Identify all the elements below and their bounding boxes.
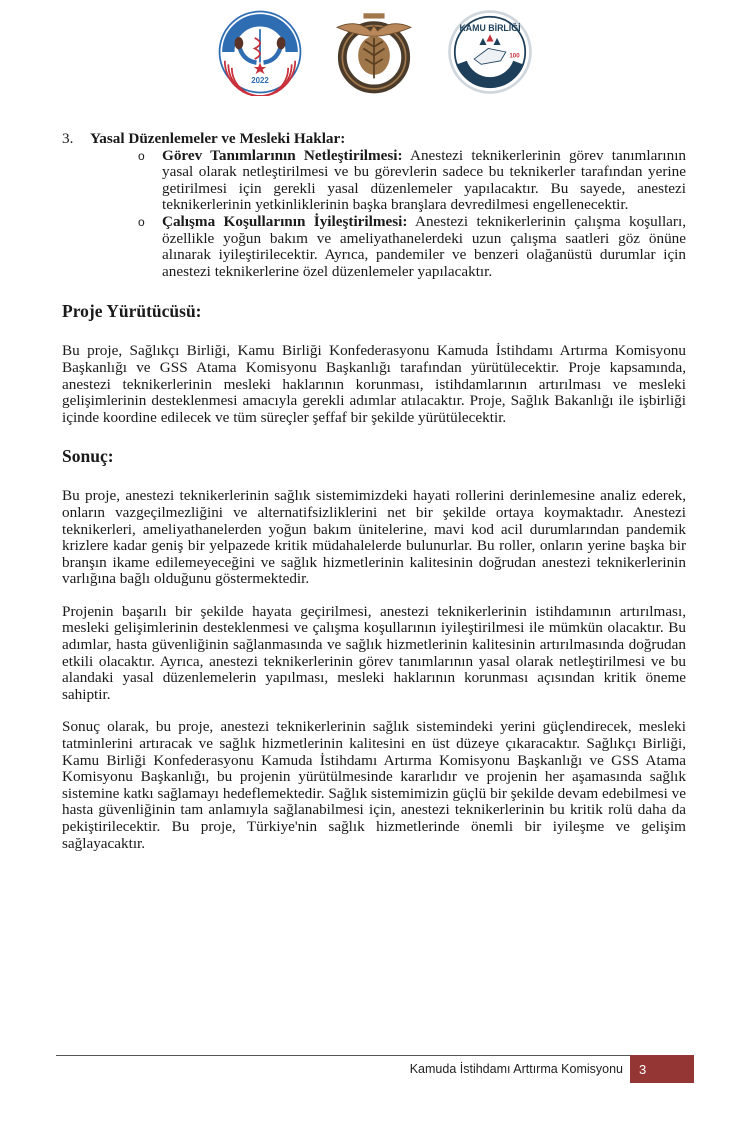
svg-text:2022: 2022 xyxy=(251,75,269,85)
list-item-title: Çalışma Koşullarının İyileştirilmesi: xyxy=(162,212,408,230)
svg-text:100: 100 xyxy=(509,52,520,60)
header-logos xyxy=(0,8,755,98)
list-item-text: Anestezi teknikerlerinin çalışma koşulları, özellikle yoğun bakım ve ameliyathanelerdeki uzun çalışma saatleri göz önüne alınarak iyileştirilecektir. Ayrıca, pandemiler ve benzeri olağanüstü durumlar için anestezi teknikerlerine özel düzenlemeler yapılacaktır. xyxy=(162,212,686,280)
bullet-icon: o xyxy=(138,148,145,163)
document-body xyxy=(62,131,686,852)
paragraph-proje-yurutucusu: Bu proje, Sağlıkçı Birliği, Kamu Birliği Konfederasyonu Kamuda İstihdamı Artırma Komisyonu Başkanlığı ve GSS Atama Komisyonu Başkanlığı tarafından yürütülecektir. Proje kapsamında, anestezi teknikerlerinin mesleki haklarının korunması, istihdamlarının artırılması ve mesleki gelişimlerinin desteklenmesi amacıyla gerekli adımlar atılacaktır. Proje, Sağlık Bakanlığı ile işbirliği içinde koordine edilecek ve tüm süreçler şeffaf bir şekilde yürütülecektir. xyxy=(62,342,686,426)
list-item-text: Anestezi teknikerlerinin görev tanımlarının yasal olarak netleştirilmesi ve bu görevlerin sadece bu teknikerler tarafından yerine getirilmesi için gerekli yasal düzenlemeler yapılacaktır. Bu sayede, anestezi teknikerlerinin yetkinliklerinin başka branşlara devredilmesi engellenecektir. xyxy=(162,146,687,214)
section-3-heading xyxy=(62,130,686,148)
page-number: 3 xyxy=(639,1062,647,1077)
list-item-gorev-tanimlari xyxy=(138,146,687,214)
page-number-badge xyxy=(630,1055,694,1083)
kamu-birligi-konfederasyonu-logo xyxy=(446,8,534,96)
heading-proje-yurutucusu: Proje Yürütücüsü: xyxy=(62,301,202,322)
list-item-calisma-kosullari xyxy=(138,212,686,280)
paragraph-sonuc-1: Bu proje, anestezi teknikerlerinin sağlık sistemimizdeki hayati rollerini derinlemesine analiz ederek, onların vazgeçilmezliğini ve alternatifsizliklerini net bir şekilde ortaya koymaktadır. Anestezi teknikerleri, ameliyathanelerden yoğun bakım ünitelerine, mavi kod acil durumlarından pandemik krizlere kadar geniş bir yelpazede kritik müdahalelerde bulunurlar. Bu roller, onların yerine başka bir branşın ikame edilemeyeceğini ve sağlık hizmetlerinin kalitesinin doğrudan anestezi teknikerlerinin varlığına bağlı olduğunu göstermektedir. xyxy=(62,487,686,588)
footer-title: Kamuda İstihdamı Arttırma Komisyonu xyxy=(409,1062,623,1076)
bullet-icon: o xyxy=(138,214,145,229)
section-title: Yasal Düzenlemeler ve Mesleki Haklar: xyxy=(90,130,346,147)
numbered-section-3 xyxy=(62,131,686,280)
heading-sonuc: Sonuç: xyxy=(62,446,114,467)
svg-text:KAMU BİRLİĞİ: KAMU BİRLİĞİ xyxy=(459,22,521,33)
paragraph-sonuc-3: Sonuç olarak, bu proje, anestezi teknikerlerinin sağlık sistemindeki yerini güçlendirecek, mesleki tatminlerini artıracak ve sağlık hizmetlerinin kalitesini en üst düzeye çıkaracaktır. Sağlıkçı Birliği, Kamu Birliği Konfederasyonu Kamuda İstihdamı Artırma Komisyonu Başkanlığı ve GSS Atama Komisyonu Başkanlığı, bu projenin yürütülmesinde kararlıdır ve projenin her aşamasında sağlık sistemine katkı sağlamayı hedeflemektedir. Sağlık sistemimizin güçlü bir şekilde devam edebilmesi ve hasta güvenliğinin tam anlamıyla sağlanabilmesi için, anestezi teknikerlerinin bu kritik rolü daha da pekiştirilecektir. Bu proje, Türkiye'nin sağlık hizmetlerinde önemli bir iyileşme ve gelişim sağlayacaktır. xyxy=(62,718,686,852)
list-item-title: Görev Tanımlarının Netleştirilmesi: xyxy=(162,146,403,164)
section-3-sublist xyxy=(62,148,686,281)
paragraph-sonuc-2: Projenin başarılı bir şekilde hayata geçirilmesi, anestezi teknikerlerinin istihdamının artırılması, mesleki gelişimlerinin desteklenmesi ve çalışma koşullarının iyileştirilmesi ile mümkün olacaktır. Bu adımlar, hasta güvenliğinin sağlanmasında ve sağlık hizmetlerinin kalitesinin artırılmasında doğrudan etkili olacaktır. Ayrıca, anestezi teknikerlerinin görev tanımlarının yasal olarak netleştirilmesi ve bu alandaki yasal düzenlemelerin yapılması, mesleki haklarının korunması açısından kritik öneme sahiptir. xyxy=(62,602,686,703)
footer-divider xyxy=(56,1055,694,1056)
saglikci-birligi-logo xyxy=(330,8,418,96)
genc-saglik-sendikasi-logo xyxy=(216,8,304,96)
section-number: 3. xyxy=(62,130,74,147)
